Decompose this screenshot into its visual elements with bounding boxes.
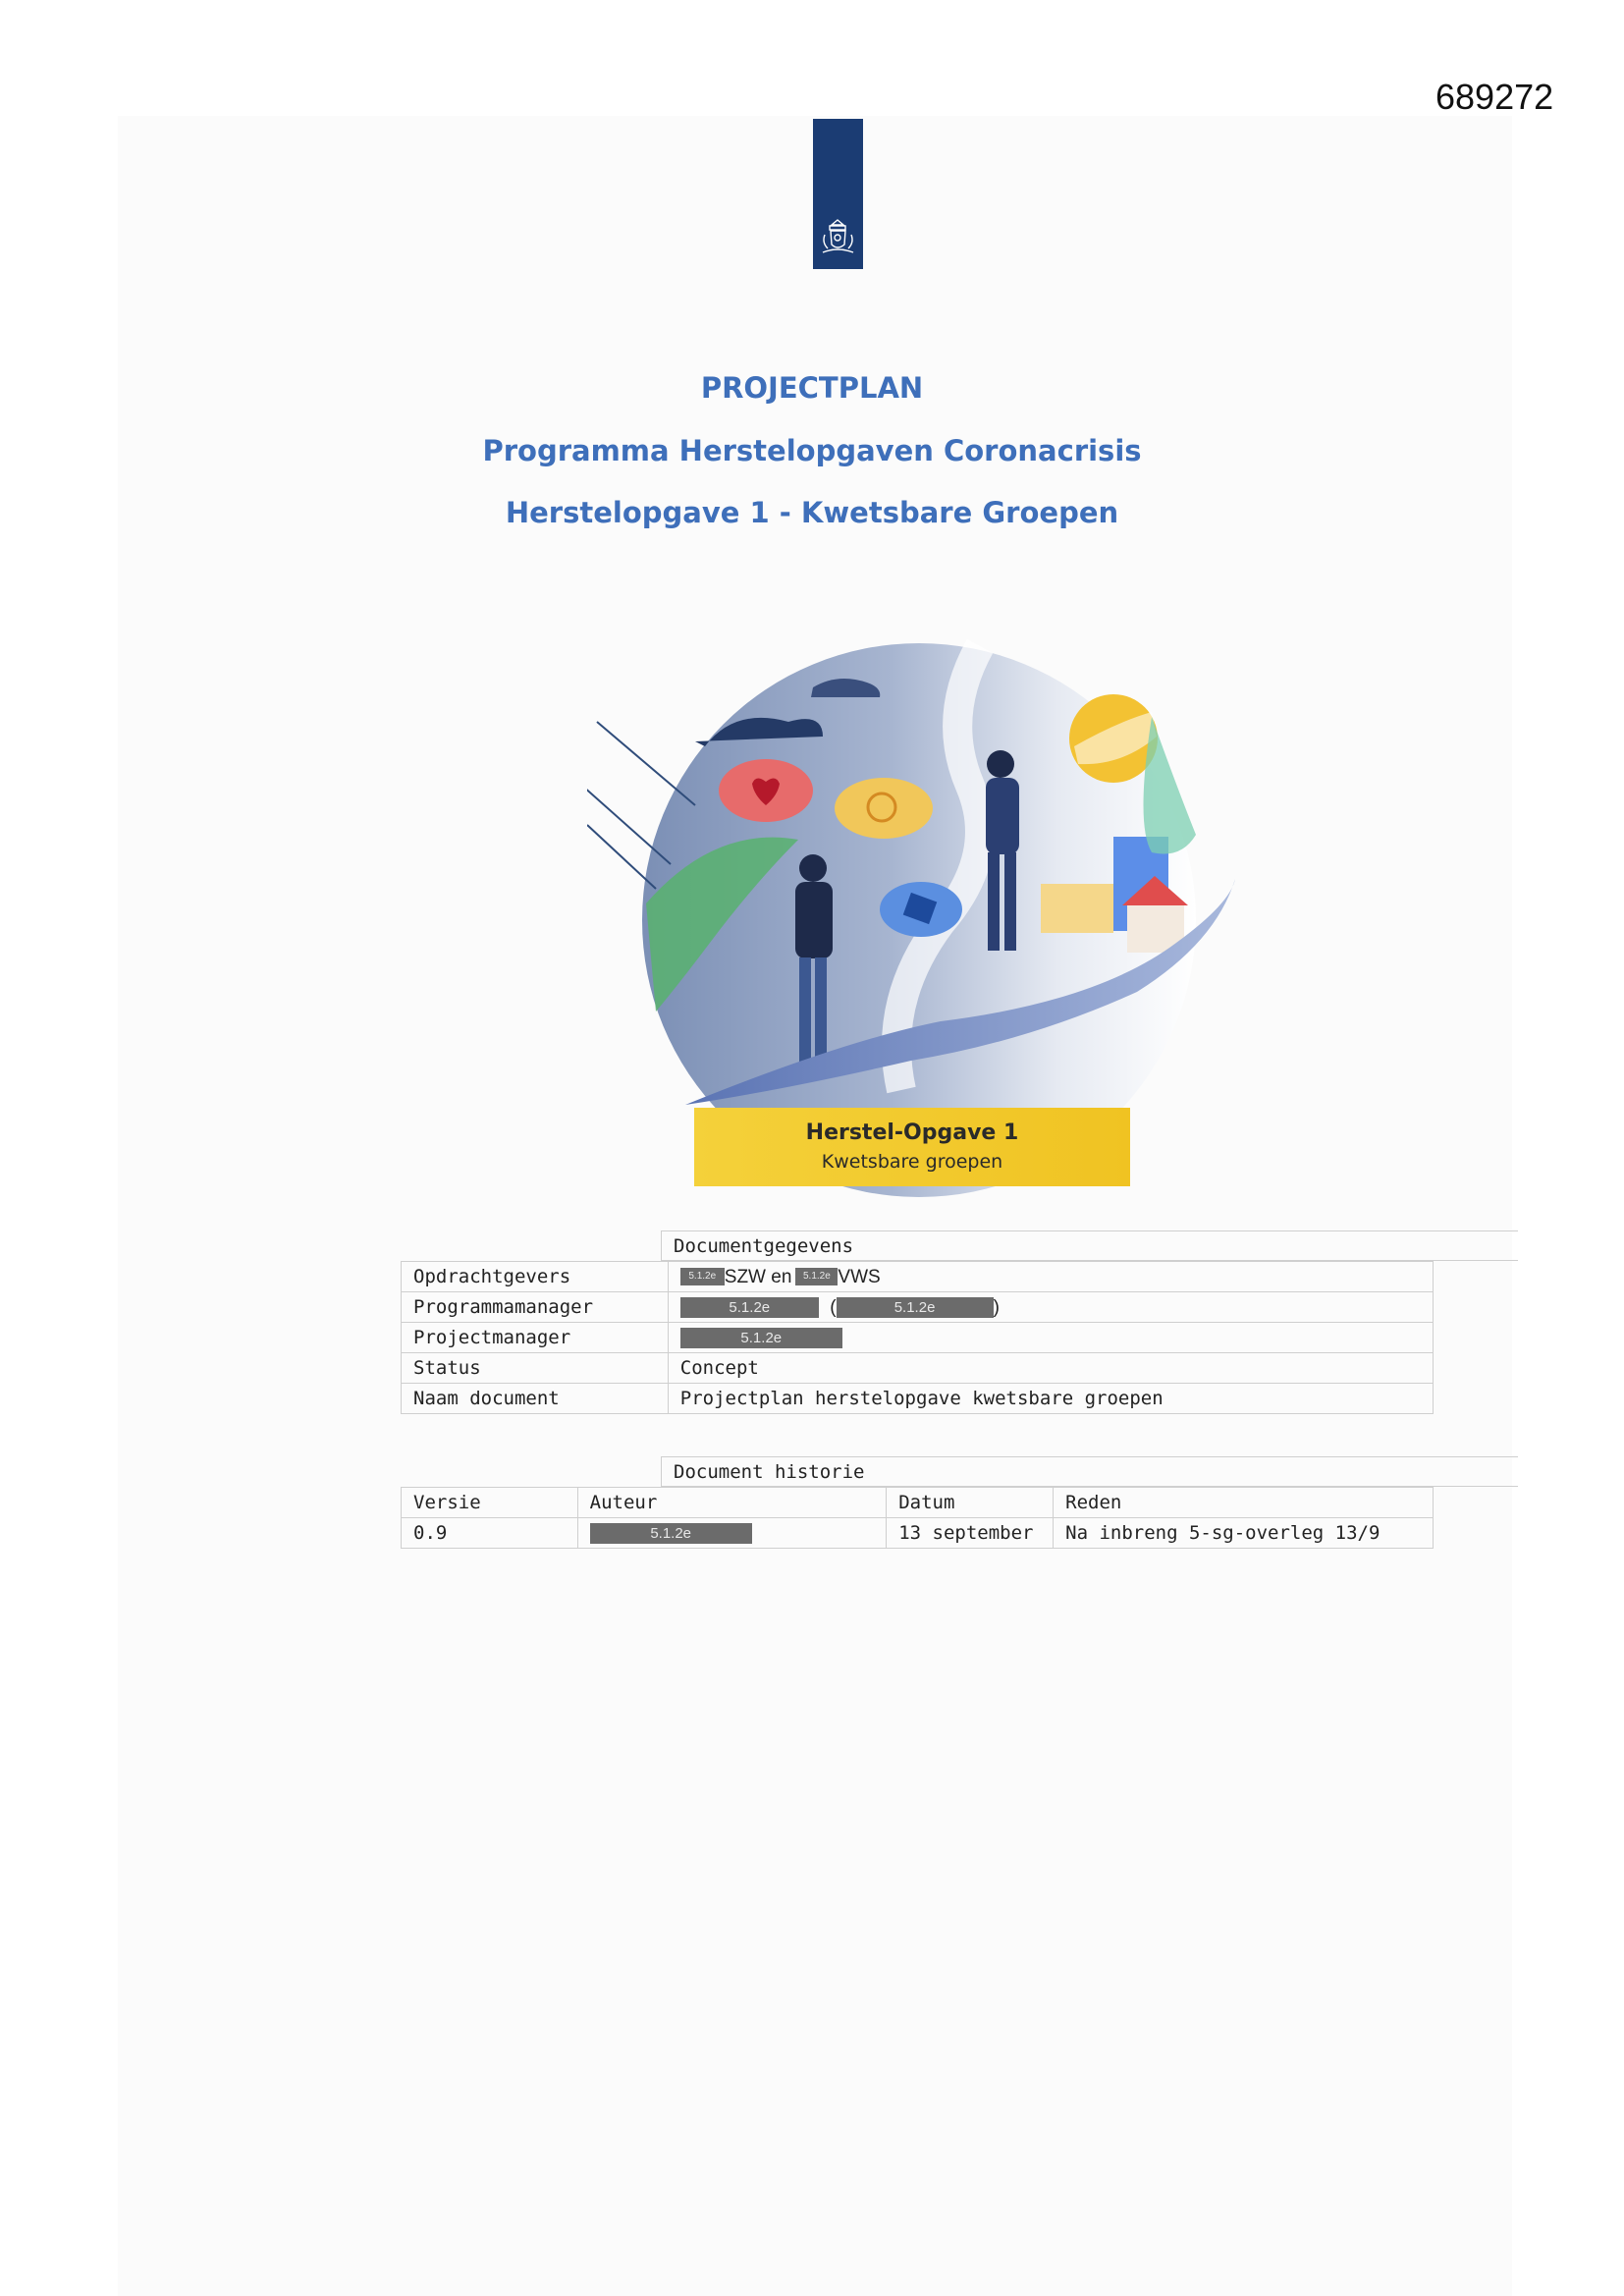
- document-number: 689272: [1435, 77, 1554, 117]
- redaction-box: 5.1.2e: [680, 1328, 842, 1348]
- table-row: [402, 1323, 1434, 1353]
- cell-auteur: [577, 1518, 887, 1549]
- row-label: Opdrachtgevers: [402, 1262, 669, 1292]
- table-row: [402, 1353, 1434, 1384]
- table-row: [402, 1262, 1434, 1292]
- column-header-reden: Reden: [1054, 1488, 1434, 1518]
- row-value: [668, 1323, 1433, 1353]
- table-header-row: [402, 1488, 1434, 1518]
- cell-versie: 0.9: [402, 1518, 578, 1549]
- table-row: [402, 1384, 1434, 1414]
- table-row: [402, 1292, 1434, 1323]
- value-text: (: [830, 1296, 837, 1318]
- redaction-box: 5.1.2e: [837, 1297, 994, 1318]
- banner-title: Herstel-Opgave 1: [805, 1121, 1019, 1145]
- row-value: Projectplan herstelopgave kwetsbare groepen: [668, 1384, 1433, 1414]
- value-text: VWS: [838, 1266, 881, 1287]
- row-label: Status: [402, 1353, 669, 1384]
- table-row: [402, 1518, 1434, 1549]
- redaction-box: 5.1.2e: [680, 1297, 819, 1318]
- title-projectplan: PROJECTPLAN: [700, 371, 924, 405]
- herstel-opgave-banner: [694, 1108, 1130, 1186]
- row-label: Naam document: [402, 1384, 669, 1414]
- redaction-box: 5.1.2e: [590, 1523, 752, 1544]
- redaction-box: 5.1.2e: [680, 1268, 725, 1285]
- value-text: ): [993, 1296, 1000, 1318]
- coin-bubble: [835, 778, 933, 839]
- documentgegevens-header: Documentgegevens: [661, 1230, 1518, 1261]
- row-value: [668, 1262, 1433, 1292]
- banner-subtitle: Kwetsbare groepen: [821, 1151, 1003, 1173]
- tree: [1144, 717, 1197, 854]
- cell-datum: 13 september: [887, 1518, 1054, 1549]
- value-text: SZW en: [724, 1266, 792, 1287]
- column-header-auteur: Auteur: [577, 1488, 887, 1518]
- title-programma: Programma Herstelopgaven Coronacrisis: [482, 434, 1142, 467]
- documentgegevens-table: [401, 1261, 1434, 1414]
- documenthistorie-header: Document historie: [661, 1456, 1518, 1487]
- row-label: Projectmanager: [402, 1323, 669, 1353]
- documenthistorie-table: [401, 1487, 1434, 1549]
- redaction-box: 5.1.2e: [795, 1268, 838, 1285]
- cell-reden: Na inbreng 5-sg-overleg 13/9: [1054, 1518, 1434, 1549]
- rijksoverheid-logo: [813, 119, 863, 269]
- row-value: [668, 1292, 1433, 1323]
- row-label: Programmamanager: [402, 1292, 669, 1323]
- column-header-datum: Datum: [887, 1488, 1054, 1518]
- title-herstelopgave: Herstelopgave 1 - Kwetsbare Groepen: [505, 496, 1119, 529]
- column-header-versie: Versie: [402, 1488, 578, 1518]
- crest-icon: [817, 217, 859, 258]
- row-value: Concept: [668, 1353, 1433, 1384]
